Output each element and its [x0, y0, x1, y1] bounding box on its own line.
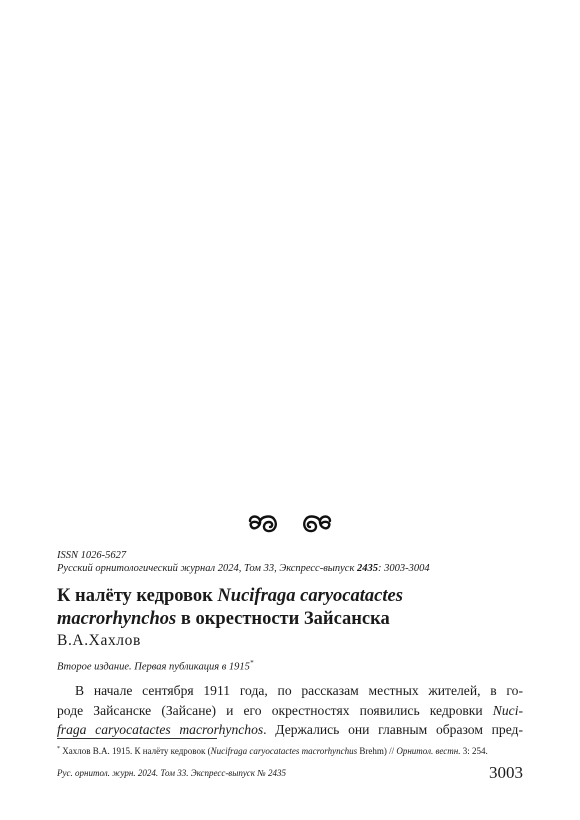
article-title: К налёту кедровок Nucifraga caryocatactes macrorhynchos в окрестности Зайсанска — [57, 586, 403, 629]
page-number: 3003 — [489, 763, 523, 782]
decorative-right-icon — [299, 508, 333, 536]
running-footer: Рус. орнитол. журн. 2024. Том 33. Экспресс-выпуск № 2435 — [57, 768, 286, 778]
ornament — [0, 508, 580, 536]
issue-number: 2435 — [357, 563, 378, 574]
footnote-marker[interactable]: * — [249, 659, 254, 667]
author: В.А.Хахлов — [57, 632, 141, 649]
body-line: fraga caryocatactes macrorhynchos. Держались они главным образом пред- — [57, 722, 523, 737]
body-line: В начале сентября 1911 года, по рассказам местных жителей, в го- — [75, 683, 523, 698]
edition-note: Второе издание. Первая публикация в 1915* — [57, 659, 254, 673]
article-body — [57, 681, 523, 740]
species-name-subspecies: macrorhynchos — [57, 609, 177, 629]
decorative-left-icon — [247, 508, 299, 536]
page-range: : 3003-3004 — [378, 563, 430, 574]
journal-name: Русский орнитологический журнал 2024, Том 33, Экспресс-выпуск — [57, 563, 357, 574]
footnote-divider — [57, 738, 217, 739]
species-name: Nucifraga caryocatactes — [217, 586, 403, 606]
body-line: роде Зайсанске (Зайсане) и его окрестностях появились кедровки Nuci- — [57, 702, 523, 718]
journal-citation — [57, 562, 430, 575]
issn: ISSN 1026-5627 — [57, 550, 127, 561]
footnote: * Хахлов В.А. 1915. К налёту кедровок (Nucifraga caryocatactes macrorhynchus Brehm) // Орнитол. вестн. 3: 254. — [57, 746, 488, 756]
